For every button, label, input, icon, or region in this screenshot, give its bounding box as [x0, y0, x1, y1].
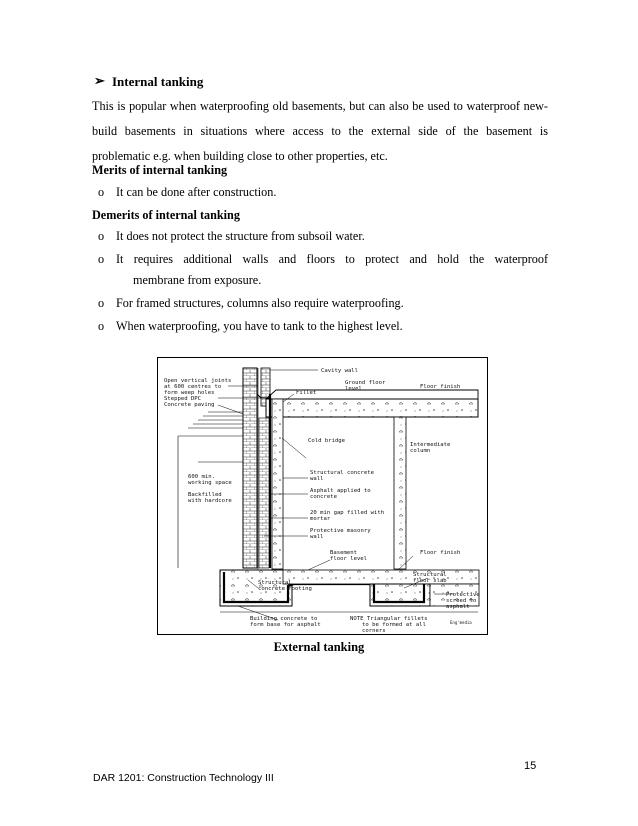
label-intermediate-column: Intermediate	[410, 442, 451, 448]
label-footing: Structural	[258, 580, 292, 586]
list-marker: o	[98, 185, 105, 199]
intro-paragraph: This is popular when waterproofing old basements, but can also be used to waterproof new-build basements in situations where access to the external side of the basement is problematic e.g. when building close to other properties, etc.	[92, 99, 548, 163]
label-basement: floor level	[330, 556, 368, 562]
label-building-concrete: form base for asphalt	[250, 622, 321, 628]
heading-text: Internal tanking	[112, 74, 204, 89]
merits-title: Merits of internal tanking	[92, 163, 228, 177]
list-marker: o	[98, 229, 105, 243]
label-working-space: working space	[188, 480, 232, 486]
page-footer: DAR 1201: Construction Technology III	[93, 772, 274, 784]
label-fillet: Fillet	[296, 390, 317, 396]
label-structural-wall: Structural concrete	[310, 470, 374, 476]
label-backfilled: with hardcore	[188, 498, 232, 504]
demerit-text: It does not protect the structure from subsoil water.	[116, 229, 365, 243]
external-tanking-diagram	[157, 357, 488, 635]
demerit-item	[98, 296, 404, 311]
structural-concrete-wall	[272, 399, 283, 569]
label-building-concrete: Building concrete to	[250, 616, 318, 622]
label-floor-finish-top: Floor finish	[420, 384, 461, 390]
label-footing: concrete footing	[258, 586, 312, 592]
label-masonry: Protective masonry	[310, 528, 371, 534]
demerit-item	[98, 252, 548, 267]
label-masonry: wall	[310, 534, 324, 540]
label-backfilled: Backfilled	[188, 492, 222, 498]
merit-text: It can be done after construction.	[116, 185, 277, 199]
section-heading	[94, 73, 204, 90]
list-marker: o	[98, 319, 105, 333]
intermediate-column	[394, 417, 406, 569]
label-floor-slab: floor slab	[413, 578, 447, 584]
label-structural-wall: wall	[310, 476, 324, 482]
figure-caption: External tanking	[273, 640, 365, 654]
demerit-item	[98, 229, 365, 244]
demerit-text: It requires additional walls and floors to protect and hold the waterproof	[116, 252, 548, 266]
label-intermediate-column: column	[410, 448, 431, 454]
label-open-joints: at 600 centres to	[164, 384, 222, 390]
label-gap: mortar	[310, 516, 331, 522]
demerit-item	[98, 319, 403, 334]
label-cavity-wall: Cavity wall	[321, 368, 359, 374]
label-open-joints: Open vertical joints	[164, 378, 232, 384]
demerit-text: For framed structures, columns also require waterproofing.	[116, 296, 404, 310]
basement-floor-slab	[283, 570, 479, 584]
label-ground-floor: Ground floor	[345, 380, 386, 386]
arrow-bullet-icon: ➢	[94, 73, 105, 88]
label-open-joints: form weep holes	[164, 390, 215, 396]
label-ground-floor: level	[345, 386, 362, 392]
label-signature: Eng'media	[450, 620, 472, 625]
page-number: 15	[524, 760, 537, 772]
demerit-text: When waterproofing, you have to tank to the highest level.	[116, 319, 403, 333]
label-stepped-dpc: Stepped DPC	[164, 396, 202, 402]
label-floor-slab: Structural	[413, 572, 447, 578]
label-asphalt: Asphalt applied to	[310, 488, 371, 494]
ground-floor-slab	[266, 399, 478, 417]
label-floor-finish-bottom: Floor finish	[420, 550, 461, 556]
label-note: NOTE Triangular fillets	[350, 616, 428, 622]
label-protective-screed: asphalt	[446, 604, 470, 610]
label-cold-bridge: Cold bridge	[308, 438, 346, 444]
label-basement: Basement	[330, 550, 357, 556]
label-asphalt: concrete	[310, 494, 337, 500]
label-working-space: 600 min.	[188, 474, 215, 480]
merit-item	[98, 185, 277, 200]
label-protective-screed: Protective	[446, 592, 480, 598]
demerits-title: Demerits of internal tanking	[92, 208, 240, 222]
label-gap: 20 min gap filled with	[310, 510, 385, 516]
label-protective-screed: screed to	[446, 598, 477, 604]
list-marker: o	[98, 252, 105, 266]
list-marker: o	[98, 296, 105, 310]
label-note: to be formed at all	[362, 622, 426, 628]
label-note: corners	[362, 628, 386, 634]
label-concrete-paving: Concrete paving	[164, 402, 215, 408]
demerit-continuation: membrane from exposure.	[133, 273, 262, 287]
